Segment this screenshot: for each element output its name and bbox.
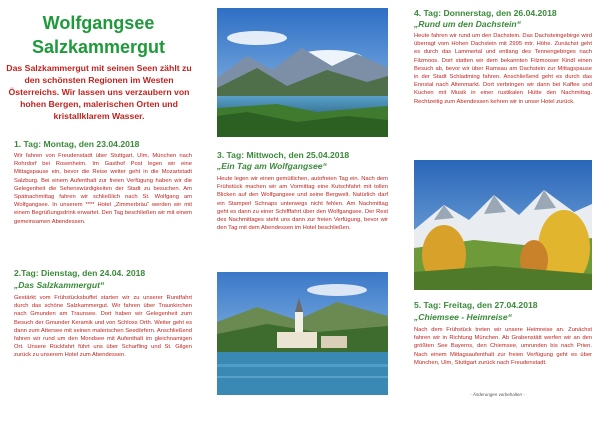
village-lake-photo	[217, 272, 388, 395]
brochure-title-line2: Salzkammergut	[31, 37, 166, 57]
day3-text: Heute legen wir einen gemütlichen, autofreien Tag ein. Nach dem Frühstück machen wir am Vormittag eine Kutschfahrt mit tollen Blicken auf den Wolfgangsee und seine Bergwelt. Natürlich darf ein Stamperl Schnaps unterwegs nicht fehlen. Am Nachmittag geht es dann zu einer Schifffahrt über den Wolfgangsee. Der Rest des Nachmittages steht uns dann zur freien Verfügung, bevor wir den Tag mit dem Abendessen im Hotel beschließen.	[217, 176, 388, 232]
footer-note: - Änderungen vorbehalten -	[470, 392, 525, 397]
day2-heading: 2.Tag: Dienstag, den 24.04. 2018	[14, 268, 146, 278]
day1-text: Wir fahren von Freudenstadt über Stuttgart, Ulm, München nach Rohrdorf bei Rosenheim. Im Gasthof Post legen wir eine Mittagspause ein, bevor die Reise weiter geht in die Mozartstadt Salzburg. Bei einem Aufenthalt zur freien Verfügung haben wir die Gelegenheit die Sehenswürdigkeiten der Stadt zu besuchen. Am Spätnachmittag fahren wir schließlich nach St. Wolfgang am Wolfgangsee. In unserem **** Hotel „Zimmerbräu“ werden wir mit einem Begrüßungsdrink erwartet. Den Tag beschließen wir mit einem gemeinsamen Abendessen.	[14, 153, 192, 225]
day3-subtitle: „Ein Tag am Wolfgangsee“	[217, 161, 327, 171]
day5-heading: 5. Tag: Freitag, den 27.04.2018	[414, 300, 538, 310]
left-column	[0, 0, 197, 423]
day2-text: Gestärkt vom Frühstücksbuffet starten wir zu unserer Rundfahrt durch das schöne Salzkammergut. Wir fahren über Traunkirchen nach Gmunden am Traunsee. Dort haben wir Gelegenheit zum Besuch der Gmunder Keramik und von Schloss Orth. Weiter geht es dann zum Attersee mit seinen malerischen Seedörfern. Anschließend fahren wir rund um den Mondsee mit Aufenthalt im gleichnamigen Ort. Unsere Rückfahrt führt uns über Scharfling und St. Gilgen zurück zu unserem Hotel zum Abendessen.	[14, 295, 192, 359]
intro-text: Das Salzkammergut mit seinen Seen zählt zu den schönsten Regionen im Westen Österreichs. Wir lassen uns verzaubern von hohen Bergen, malerischen Orten und kristallklarem Wasser.	[6, 63, 192, 121]
day5-text: Nach dem Frühstück treten wir unsere Heimreise an. Zunächst fahren wir in Richtung München. Ab Grabenstätt werfen wir an den größten See Bayerns, den Chiemsee, umrunden bis nach Prien. Nach einem Mittagsaufenthalt zur freien Verfügung geht es über München, Ulm, Stuttgart zurück nach Freudenstadt.	[414, 327, 592, 366]
day4-text: Heute fahren wir rund um den Dachstein. Das Dachsteingebirge wird überragt vom Hohen Dachstein mit 2995 mtr. Höhe. Zunächst geht es durch das Lammertal und entlang des Tennengebirges nach Filzmoos. Dort statten wir dem bekannten Filzmooser Kindl einen Besuch ab, bevor wir über Ramsau am Dachstein zur Mittagspause in der Stadt Schladming fahren. Anschließend geht es durch das Ennstal nach Altenmarkt. Dort verbringen wir dann bei Kaffee und Kuchen mit Musik in einer rustikalen Hütte den Nachmittag. Rechtzeitig zum Abendessen kehren wir in unser Hotel zurück.	[414, 33, 592, 105]
dachstein-autumn-photo	[414, 160, 592, 290]
day5-subtitle: „Chiemsee - Heimreise“	[414, 312, 512, 322]
day2-subtitle: „Das Salzkammergut“	[14, 280, 105, 290]
day3-heading: 3. Tag: Mittwoch, den 25.04.2018	[217, 150, 350, 160]
day1-heading: 1. Tag: Montag, den 23.04.2018	[14, 139, 140, 149]
lake-mountain-photo	[217, 8, 388, 137]
day4-subtitle: „Rund um den Dachstein“	[414, 19, 521, 29]
day4-heading: 4. Tag: Donnerstag, den 26.04.2018	[414, 8, 557, 18]
brochure-title-line1: Wolfgangsee	[42, 13, 155, 33]
middle-column	[200, 0, 400, 423]
right-column	[402, 0, 600, 423]
